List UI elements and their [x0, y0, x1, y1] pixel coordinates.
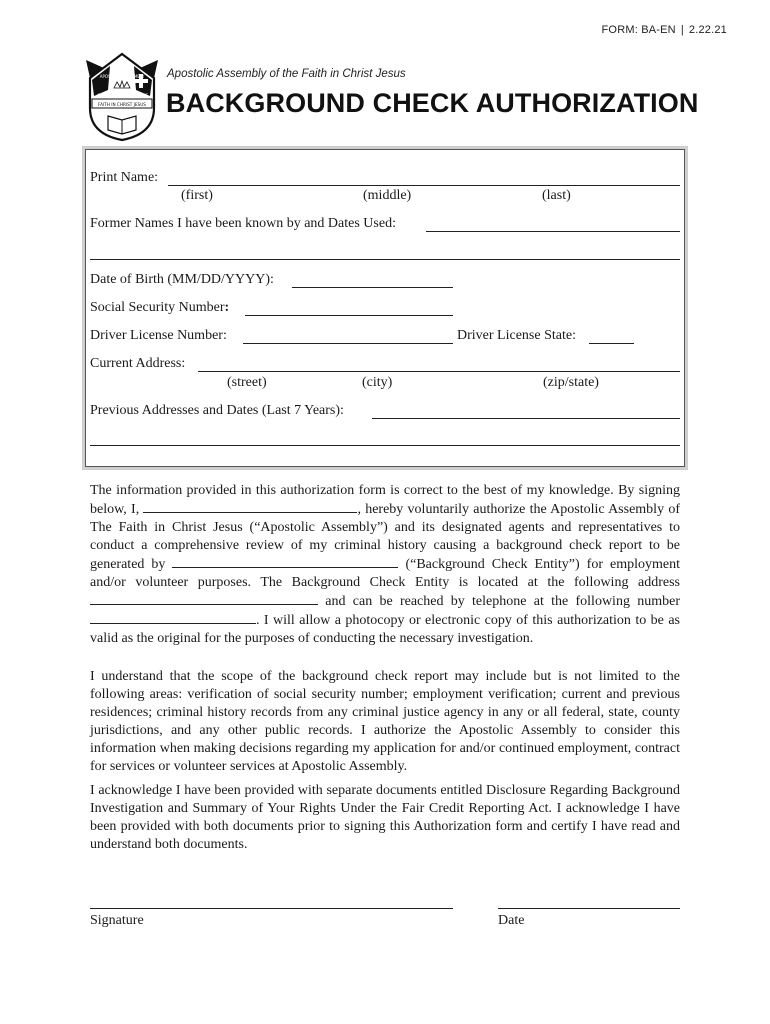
signature-label: Signature: [90, 913, 144, 928]
entity-address-blank[interactable]: [90, 592, 318, 605]
last-name-caption: (last): [542, 188, 571, 203]
street-caption: (street): [227, 375, 267, 390]
organization-name: Apostolic Assembly of the Faith in Christ Jesus: [167, 68, 406, 80]
applicant-name-blank[interactable]: [143, 500, 357, 513]
authorization-paragraph: [90, 482, 680, 648]
city-caption: (city): [362, 375, 393, 390]
current-address-label: Current Address:: [90, 356, 186, 371]
driver-license-number-field[interactable]: [243, 343, 453, 344]
acknowledgement-paragraph: I acknowledge I have been provided with separate documents entitled Disclosure Regarding Background Investigation and Summary of Your Rights Under the Fair Credit Reporting Act. I acknowledge I have been provided with both documents prior to signing this Authorization form and certify I have read and understand both documents.: [90, 783, 680, 852]
paragraph-1-part-e: . I will allow a photocopy or electronic copy of this authorization to be as valid as the original for the purposes of conducting the necessary investigation.: [90, 613, 680, 646]
ssn-label: [90, 300, 229, 316]
zip-state-caption: (zip/state): [543, 375, 599, 390]
current-address-field[interactable]: [198, 371, 680, 372]
driver-license-number-label: Driver License Number:: [90, 328, 227, 343]
date-of-birth-label: Date of Birth (MM/DD/YYYY):: [90, 272, 274, 287]
former-names-field-line-2[interactable]: [90, 259, 680, 260]
form-code-separator: |: [680, 24, 684, 36]
date-of-birth-field[interactable]: [292, 287, 453, 288]
ssn-field[interactable]: [245, 315, 453, 316]
page-title: BACKGROUND CHECK AUTHORIZATION: [166, 88, 699, 118]
ssn-label-colon: :: [224, 300, 230, 315]
entity-phone-blank[interactable]: [90, 611, 256, 624]
middle-name-caption: (middle): [363, 188, 412, 203]
form-code: [602, 24, 727, 36]
scope-paragraph: I understand that the scope of the background check report may include but is not limited to the following areas: verification of social security number; employment verification; current and previous residences; criminal history records from any criminal justice agency in any or all federal, state, county jurisdictions, and any other public records. I authorize the Apostolic Assembly to consider this information when making decisions regarding my application for and/or continued employment, contract for services or volunteer services at Apostolic Assembly.: [90, 669, 680, 774]
former-names-label: Former Names I have been known by and Dates Used:: [90, 216, 396, 231]
signature-field[interactable]: [90, 908, 453, 909]
seal-band-text: FAITH IN CHRIST JESUS: [98, 102, 146, 107]
paragraph-1-part-a: The information provided in this authorization form is correct to the best of my knowledge. By signing below, I,: [90, 483, 680, 517]
ssn-label-text: Social Security Number: [90, 300, 225, 315]
date-label: Date: [498, 913, 525, 928]
church-seal-logo: [84, 50, 160, 142]
seal-top-text: APOSTOLIC ASSEMBLY: [99, 74, 145, 79]
date-field[interactable]: [498, 908, 680, 909]
form-date: 2.22.21: [688, 24, 727, 36]
print-name-label: Print Name:: [90, 170, 159, 185]
background-check-entity-blank[interactable]: [172, 555, 398, 568]
paragraph-1-part-c: (“Background Check Entity”) for employment and/or volunteer purposes. The Background Check Entity is located at the following address: [90, 557, 680, 590]
driver-license-state-label: Driver License State:: [457, 328, 576, 343]
seal-left-text: OF: [97, 93, 103, 98]
former-names-field[interactable]: [426, 231, 680, 232]
form-id: FORM: BA-EN: [601, 24, 676, 36]
first-name-caption: (first): [181, 188, 213, 203]
previous-addresses-label: Previous Addresses and Dates (Last 7 Years):: [90, 403, 344, 418]
seal-right-text: THE: [140, 93, 148, 98]
driver-license-state-field[interactable]: [589, 343, 634, 344]
paragraph-1-part-d: and can be reached by telephone at the following number: [318, 594, 680, 609]
previous-addresses-field-line-2[interactable]: [90, 445, 680, 446]
print-name-field[interactable]: [168, 185, 680, 186]
paragraph-1-part-b: , hereby voluntarily authorize the Apostolic Assembly of The Faith in Christ Jesus (“Apostolic Assembly”) and its designated agents and representatives to conduct a comprehensive review of my criminal history causing a background check report to be generated by: [90, 502, 680, 572]
previous-addresses-field[interactable]: [372, 418, 680, 419]
